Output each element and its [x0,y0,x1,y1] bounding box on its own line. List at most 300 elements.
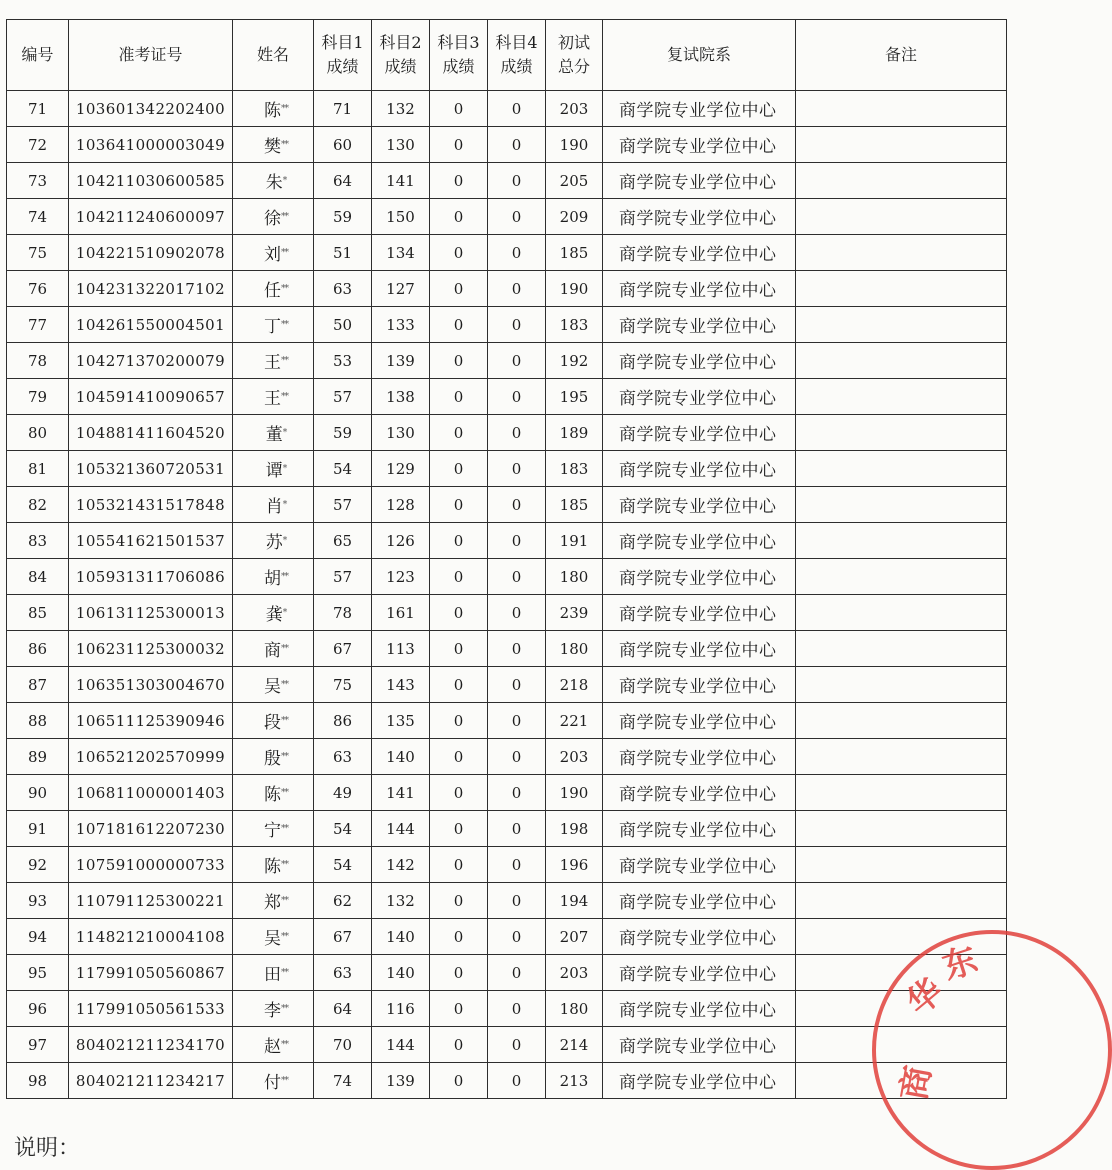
cell-dept: 商学院专业学位中心 [603,307,796,343]
cell-no: 95 [7,955,69,991]
cell-remark [796,955,1007,991]
cell-subject3: 0 [430,811,488,847]
cell-exam-id: 104881411604520 [69,415,233,451]
cell-subject3: 0 [430,415,488,451]
header-subject4-line1: 科目4 [495,33,538,52]
cell-subject2: 141 [372,775,430,811]
cell-no: 82 [7,487,69,523]
cell-subject3: 0 [430,271,488,307]
cell-subject4: 0 [488,595,546,631]
cell-no: 75 [7,235,69,271]
table-row [7,739,1007,775]
seal-char: 华 [899,970,952,1024]
cell-no: 73 [7,163,69,199]
name-mask: ** [281,680,288,690]
cell-exam-id: 104261550004501 [69,307,233,343]
header-subject3-line2: 成绩 [442,57,475,76]
cell-exam-id: 107181612207230 [69,811,233,847]
cell-subject1: 50 [314,307,372,343]
cell-name [233,91,314,127]
header-remark: 备注 [796,20,1007,91]
cell-no: 80 [7,415,69,451]
cell-subject3: 0 [430,307,488,343]
cell-name [233,235,314,271]
cell-no: 77 [7,307,69,343]
cell-name [233,199,314,235]
name-surname: 郑 [264,893,281,913]
cell-remark [796,91,1007,127]
cell-dept: 商学院专业学位中心 [603,271,796,307]
cell-subject4: 0 [488,991,546,1027]
header-subject3-line1: 科目3 [437,33,480,52]
cell-subject3: 0 [430,1063,488,1099]
cell-subject1: 59 [314,199,372,235]
cell-dept: 商学院专业学位中心 [603,379,796,415]
header-name: 姓名 [233,20,314,91]
cell-name [233,919,314,955]
cell-name [233,523,314,559]
cell-subject2: 130 [372,415,430,451]
cell-subject2: 139 [372,1063,430,1099]
table-row [7,883,1007,919]
name-surname: 丁 [264,317,281,337]
score-table [6,19,1007,1099]
table-row [7,163,1007,199]
cell-dept: 商学院专业学位中心 [603,487,796,523]
cell-subject4: 0 [488,379,546,415]
header-subject1-line1: 科目1 [321,33,364,52]
cell-no: 98 [7,1063,69,1099]
header-subject4-line2: 成绩 [500,57,533,76]
cell-exam-id: 804021211234217 [69,1063,233,1099]
cell-exam-id: 104231322017102 [69,271,233,307]
name-surname: 龚 [265,605,283,625]
name-surname: 王 [264,353,281,373]
cell-total: 180 [546,559,603,595]
cell-name [233,379,314,415]
cell-remark [796,487,1007,523]
cell-dept: 商学院专业学位中心 [603,91,796,127]
table-row [7,631,1007,667]
cell-exam-id: 107591000000733 [69,847,233,883]
cell-total: 190 [546,127,603,163]
name-mask: * [282,500,287,510]
footer-note: 说明： [14,1136,81,1161]
cell-subject2: 113 [372,631,430,667]
cell-subject2: 150 [372,199,430,235]
cell-no: 84 [7,559,69,595]
cell-no: 72 [7,127,69,163]
cell-exam-id: 110791125300221 [69,883,233,919]
table-row [7,919,1007,955]
cell-total: 221 [546,703,603,739]
cell-total: 213 [546,1063,603,1099]
cell-no: 94 [7,919,69,955]
table-row [7,667,1007,703]
header-dept: 复试院系 [603,20,796,91]
header-exam-id: 准考证号 [69,20,233,91]
cell-subject3: 0 [430,235,488,271]
cell-subject4: 0 [488,271,546,307]
cell-subject3: 0 [430,955,488,991]
cell-remark [796,163,1007,199]
name-surname: 吴 [264,929,281,949]
cell-remark [796,343,1007,379]
cell-total: 190 [546,775,603,811]
cell-dept: 商学院专业学位中心 [603,415,796,451]
cell-subject1: 57 [314,559,372,595]
cell-subject3: 0 [430,991,488,1027]
cell-subject2: 141 [372,163,430,199]
cell-subject3: 0 [430,199,488,235]
seal-char: 东 [937,939,983,989]
cell-subject4: 0 [488,739,546,775]
cell-subject2: 130 [372,127,430,163]
name-mask: * [282,536,287,546]
cell-no: 97 [7,1027,69,1063]
name-surname: 殷 [264,749,281,769]
cell-total: 205 [546,163,603,199]
cell-subject2: 134 [372,235,430,271]
table-row [7,775,1007,811]
cell-dept: 商学院专业学位中心 [603,451,796,487]
cell-remark [796,379,1007,415]
cell-remark [796,847,1007,883]
cell-remark [796,991,1007,1027]
cell-no: 89 [7,739,69,775]
cell-subject3: 0 [430,559,488,595]
header-total-line1: 初试 [557,33,590,52]
cell-total: 180 [546,631,603,667]
cell-dept: 商学院专业学位中心 [603,955,796,991]
header-subject2-line1: 科目2 [379,33,422,52]
cell-subject3: 0 [430,883,488,919]
name-mask: ** [281,572,288,582]
name-mask: ** [281,248,288,258]
cell-total: 209 [546,199,603,235]
cell-dept: 商学院专业学位中心 [603,199,796,235]
cell-remark [796,631,1007,667]
cell-exam-id: 804021211234170 [69,1027,233,1063]
cell-subject3: 0 [430,1027,488,1063]
cell-remark [796,883,1007,919]
cell-no: 93 [7,883,69,919]
cell-no: 86 [7,631,69,667]
cell-subject1: 67 [314,919,372,955]
cell-total: 194 [546,883,603,919]
cell-name [233,667,314,703]
cell-subject3: 0 [430,343,488,379]
cell-name [233,127,314,163]
cell-no: 90 [7,775,69,811]
name-mask: ** [281,212,288,222]
cell-dept: 商学院专业学位中心 [603,163,796,199]
table-row [7,415,1007,451]
cell-subject4: 0 [488,415,546,451]
cell-dept: 商学院专业学位中心 [603,775,796,811]
cell-subject4: 0 [488,127,546,163]
cell-total: 192 [546,343,603,379]
cell-remark [796,415,1007,451]
cell-dept: 商学院专业学位中心 [603,703,796,739]
cell-subject1: 57 [314,379,372,415]
cell-dept: 商学院专业学位中心 [603,559,796,595]
cell-name [233,775,314,811]
cell-subject1: 59 [314,415,372,451]
cell-no: 71 [7,91,69,127]
cell-no: 83 [7,523,69,559]
header-total [546,20,603,91]
cell-total: 196 [546,847,603,883]
cell-exam-id: 104221510902078 [69,235,233,271]
cell-dept: 商学院专业学位中心 [603,883,796,919]
seal-char: 商 [893,1062,940,1104]
table-row [7,343,1007,379]
cell-remark [796,1063,1007,1099]
table-row [7,523,1007,559]
cell-subject3: 0 [430,91,488,127]
cell-subject4: 0 [488,775,546,811]
cell-subject4: 0 [488,523,546,559]
cell-no: 85 [7,595,69,631]
header-subject4 [488,20,546,91]
cell-subject1: 53 [314,343,372,379]
cell-subject3: 0 [430,163,488,199]
cell-exam-id: 104211240600097 [69,199,233,235]
name-mask: ** [281,140,288,150]
name-surname: 徐 [264,209,281,229]
cell-no: 91 [7,811,69,847]
name-mask: ** [281,392,288,402]
cell-name [233,487,314,523]
cell-total: 207 [546,919,603,955]
cell-exam-id: 105321360720531 [69,451,233,487]
name-surname: 苏 [265,533,283,553]
cell-name [233,631,314,667]
name-surname: 宁 [264,821,281,841]
cell-dept: 商学院专业学位中心 [603,1027,796,1063]
name-mask: ** [281,104,288,114]
table-row [7,991,1007,1027]
cell-subject4: 0 [488,1063,546,1099]
name-mask: ** [281,824,288,834]
name-mask: ** [281,320,288,330]
name-mask: ** [281,1040,288,1050]
header-total-line2: 总分 [557,57,590,76]
cell-subject4: 0 [488,955,546,991]
cell-remark [796,919,1007,955]
table-row [7,811,1007,847]
cell-total: 191 [546,523,603,559]
cell-subject2: 132 [372,91,430,127]
cell-subject4: 0 [488,343,546,379]
name-mask: ** [281,1076,288,1086]
name-mask: ** [281,752,288,762]
cell-dept: 商学院专业学位中心 [603,811,796,847]
cell-name [233,415,314,451]
cell-remark [796,703,1007,739]
cell-subject4: 0 [488,883,546,919]
cell-name [233,451,314,487]
cell-subject1: 63 [314,955,372,991]
cell-dept: 商学院专业学位中心 [603,595,796,631]
name-surname: 商 [264,641,281,661]
cell-subject3: 0 [430,739,488,775]
cell-remark [796,559,1007,595]
cell-subject4: 0 [488,1027,546,1063]
cell-name [233,307,314,343]
cell-remark [796,811,1007,847]
name-surname: 樊 [264,137,281,157]
cell-dept: 商学院专业学位中心 [603,919,796,955]
name-surname: 李 [264,1001,281,1021]
cell-subject2: 144 [372,1027,430,1063]
cell-subject2: 133 [372,307,430,343]
cell-name [233,703,314,739]
cell-total: 214 [546,1027,603,1063]
cell-exam-id: 106811000001403 [69,775,233,811]
table-row [7,199,1007,235]
cell-subject1: 54 [314,811,372,847]
cell-remark [796,1027,1007,1063]
table-row [7,559,1007,595]
cell-remark [796,775,1007,811]
cell-remark [796,451,1007,487]
name-surname: 谭 [265,461,283,481]
table-row [7,235,1007,271]
cell-exam-id: 104211030600585 [69,163,233,199]
cell-subject2: 140 [372,739,430,775]
header-subject2-line2: 成绩 [384,57,417,76]
cell-name [233,1063,314,1099]
cell-name [233,955,314,991]
cell-subject1: 54 [314,847,372,883]
name-surname: 赵 [264,1037,281,1057]
name-mask: * [282,428,287,438]
cell-exam-id: 105321431517848 [69,487,233,523]
cell-subject4: 0 [488,451,546,487]
cell-subject4: 0 [488,91,546,127]
cell-exam-id: 105931311706086 [69,559,233,595]
name-surname: 陈 [264,785,281,805]
name-mask: ** [281,932,288,942]
cell-total: 203 [546,91,603,127]
cell-subject2: 116 [372,991,430,1027]
cell-subject4: 0 [488,163,546,199]
cell-total: 203 [546,955,603,991]
cell-total: 183 [546,307,603,343]
cell-subject3: 0 [430,523,488,559]
cell-subject2: 142 [372,847,430,883]
table-body [7,91,1007,1099]
cell-remark [796,271,1007,307]
name-surname: 肖 [265,497,283,517]
cell-subject1: 63 [314,739,372,775]
cell-name [233,811,314,847]
table-row [7,271,1007,307]
cell-subject1: 57 [314,487,372,523]
cell-name [233,559,314,595]
cell-subject4: 0 [488,703,546,739]
cell-subject1: 60 [314,127,372,163]
cell-remark [796,307,1007,343]
name-surname: 段 [264,713,281,733]
cell-subject4: 0 [488,559,546,595]
cell-subject4: 0 [488,919,546,955]
cell-subject4: 0 [488,235,546,271]
cell-name [233,883,314,919]
cell-subject4: 0 [488,811,546,847]
cell-subject3: 0 [430,595,488,631]
table-row [7,307,1007,343]
name-surname: 陈 [264,101,281,121]
name-mask: ** [281,896,288,906]
cell-subject2: 138 [372,379,430,415]
cell-no: 79 [7,379,69,415]
cell-subject4: 0 [488,667,546,703]
table-row [7,847,1007,883]
name-mask: ** [281,284,288,294]
cell-exam-id: 106351303004670 [69,667,233,703]
table-row [7,595,1007,631]
header-no: 编号 [7,20,69,91]
name-surname: 刘 [264,245,281,265]
cell-subject3: 0 [430,847,488,883]
cell-name [233,1027,314,1063]
cell-name [233,271,314,307]
cell-subject1: 70 [314,1027,372,1063]
cell-subject2: 123 [372,559,430,595]
name-mask: ** [281,968,288,978]
cell-subject3: 0 [430,631,488,667]
name-surname: 胡 [264,569,281,589]
cell-subject1: 64 [314,991,372,1027]
cell-name [233,343,314,379]
cell-remark [796,523,1007,559]
cell-subject2: 144 [372,811,430,847]
name-surname: 王 [264,389,281,409]
cell-no: 92 [7,847,69,883]
cell-total: 239 [546,595,603,631]
cell-total: 185 [546,235,603,271]
cell-subject3: 0 [430,379,488,415]
cell-subject2: 143 [372,667,430,703]
name-surname: 田 [264,965,281,985]
cell-dept: 商学院专业学位中心 [603,991,796,1027]
cell-name [233,847,314,883]
name-surname: 任 [264,281,281,301]
cell-total: 185 [546,487,603,523]
cell-exam-id: 117991050560867 [69,955,233,991]
name-mask: * [282,464,287,474]
cell-exam-id: 104591410090657 [69,379,233,415]
header-subject3 [430,20,488,91]
cell-name [233,163,314,199]
cell-subject1: 74 [314,1063,372,1099]
cell-subject3: 0 [430,667,488,703]
table-row [7,955,1007,991]
name-mask: ** [281,716,288,726]
header-subject1 [314,20,372,91]
cell-no: 87 [7,667,69,703]
name-surname: 陈 [264,857,281,877]
cell-remark [796,127,1007,163]
name-mask: ** [281,644,288,654]
header-subject1-line2: 成绩 [326,57,359,76]
cell-name [233,739,314,775]
cell-total: 203 [546,739,603,775]
cell-subject1: 67 [314,631,372,667]
